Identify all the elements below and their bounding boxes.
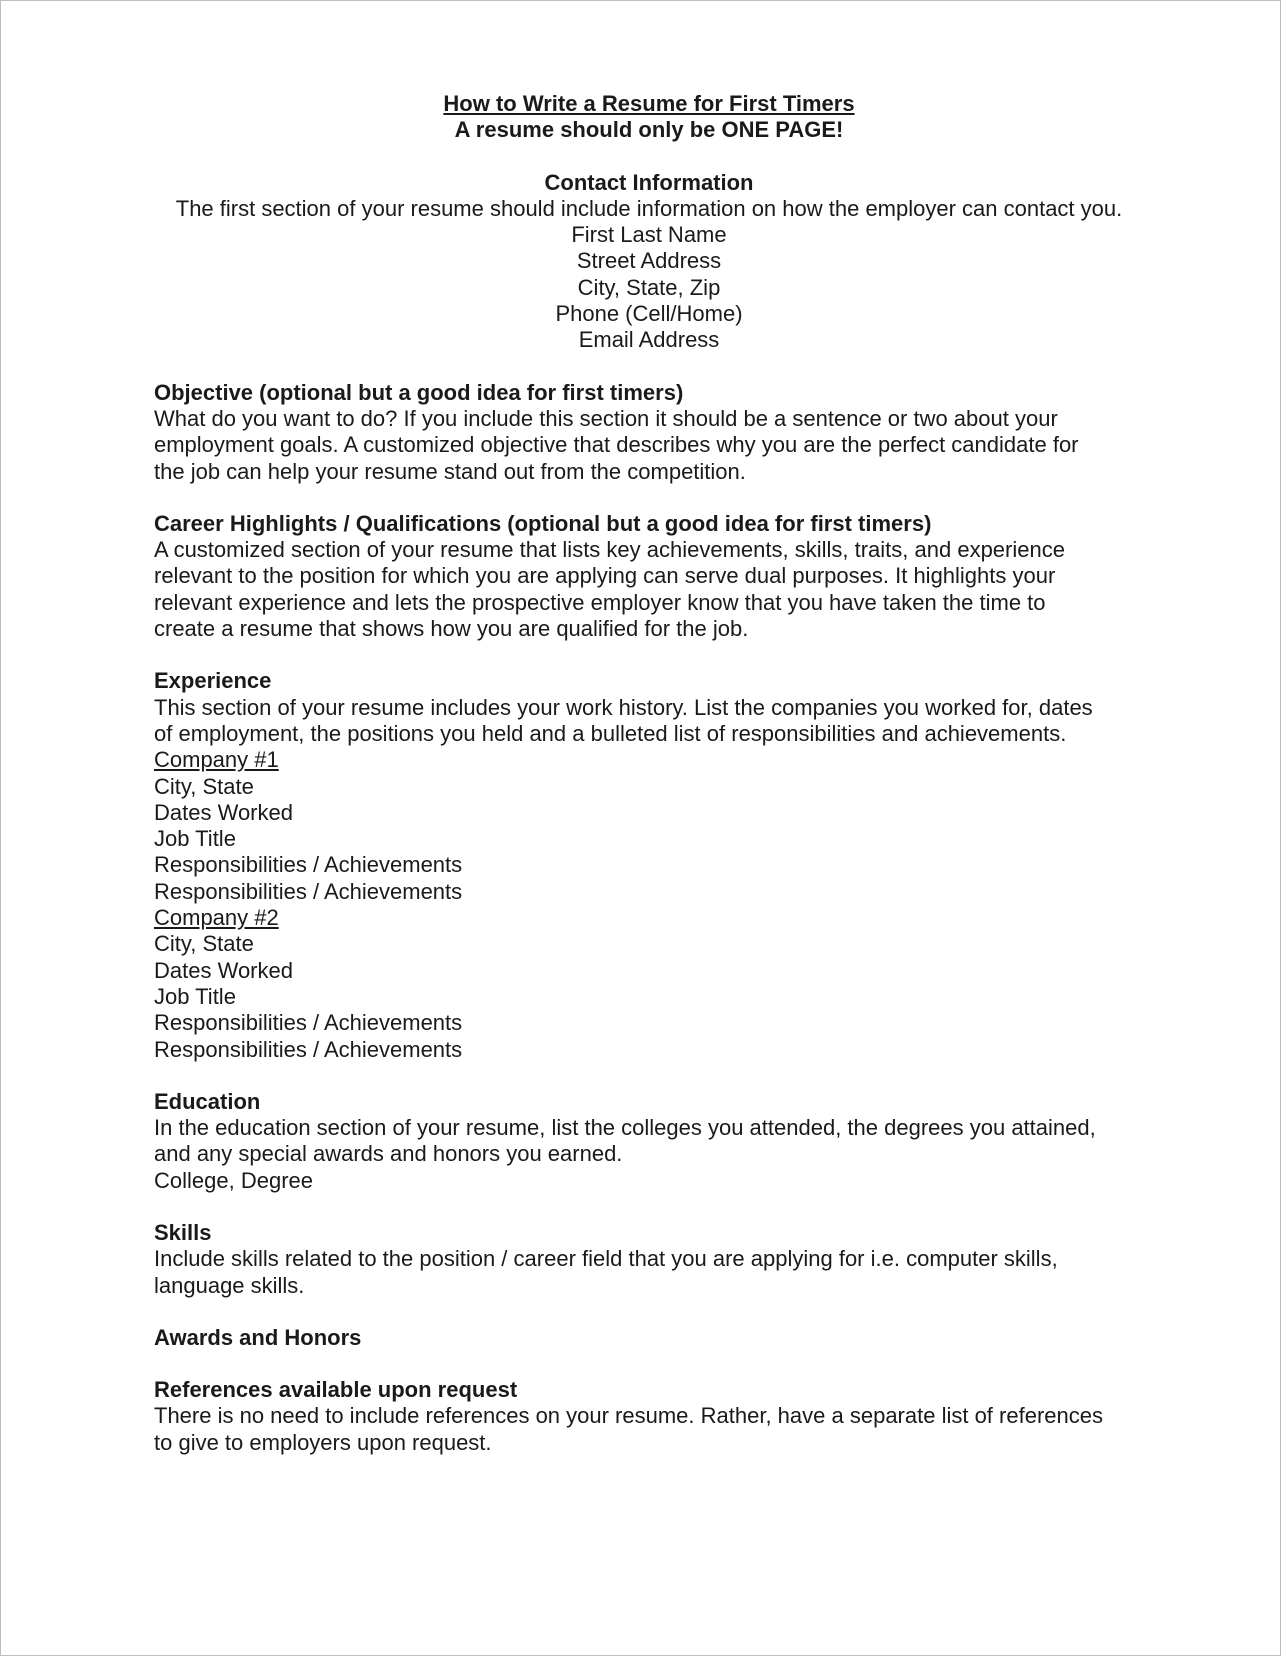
contact-line-city: City, State, Zip: [577, 274, 721, 300]
references-heading: References available upon request: [154, 1377, 518, 1403]
highlights-section: [154, 511, 1154, 642]
skills-heading: Skills: [154, 1219, 212, 1245]
company-name: Company #1: [154, 747, 279, 773]
education-heading: Education: [154, 1088, 261, 1114]
skills-section: [154, 1220, 1154, 1299]
company-location: City, State: [154, 931, 254, 957]
awards-section: [154, 1325, 1154, 1351]
highlights-line: relevant to the position for which you are applying can serve dual purposes. It highlights your: [154, 563, 1056, 589]
contact-line-street: Street Address: [576, 248, 722, 274]
skills-line: Include skills related to the position / career field that you are applying for i.e. computer skills,: [154, 1246, 1058, 1272]
company-job-title: Job Title: [154, 983, 236, 1009]
contact-section: [154, 170, 1144, 354]
contact-heading: Contact Information: [544, 169, 754, 195]
contact-line-email: Email Address: [578, 327, 720, 353]
company-job-title: Job Title: [154, 826, 236, 852]
experience-heading: Experience: [154, 668, 272, 694]
education-line: and any special awards and honors you earned.: [154, 1141, 623, 1167]
objective-line: the job can help your resume stand out from the competition.: [154, 458, 746, 484]
experience-line: of employment, the positions you held and a bulleted list of responsibilities and achievements.: [154, 720, 1067, 746]
education-example: College, Degree: [154, 1167, 313, 1193]
education-section: [154, 1089, 1154, 1194]
objective-line: employment goals. A customized objective that describes why you are the perfect candidate for: [154, 432, 1079, 458]
document-subtitle: A resume should only be ONE PAGE!: [454, 117, 844, 143]
company-item: Responsibilities / Achievements: [154, 1010, 463, 1036]
references-line: There is no need to include references on your resume. Rather, have a separate list of references: [154, 1403, 1103, 1429]
references-line: to give to employers upon request.: [154, 1429, 492, 1455]
experience-line: This section of your resume includes your work history. List the companies you worked for, dates: [154, 694, 1093, 720]
references-section: [154, 1377, 1154, 1456]
company-name: Company #2: [154, 905, 279, 931]
title-block: [154, 91, 1144, 144]
highlights-line: relevant experience and lets the prospective employer know that you have taken the time to: [154, 589, 1046, 615]
highlights-line: create a resume that shows how you are qualified for the job.: [154, 616, 749, 642]
document-content: [154, 91, 1154, 1456]
company-item: Responsibilities / Achievements: [154, 878, 463, 904]
objective-heading: Objective (optional but a good idea for first timers): [154, 379, 684, 405]
document-title: How to Write a Resume for First Timers: [443, 91, 855, 116]
education-line: In the education section of your resume, list the colleges you attended, the degrees you attained,: [154, 1115, 1096, 1141]
objective-section: [154, 380, 1154, 485]
contact-line-phone: Phone (Cell/Home): [555, 301, 743, 327]
company-item: Responsibilities / Achievements: [154, 1036, 463, 1062]
skills-line: language skills.: [154, 1272, 305, 1298]
company-dates: Dates Worked: [154, 799, 293, 825]
company-item: Responsibilities / Achievements: [154, 852, 463, 878]
highlights-line: A customized section of your resume that lists key achievements, skills, traits, and experience: [154, 537, 1065, 563]
highlights-heading: Career Highlights / Qualifications (optional but a good idea for first timers): [154, 510, 932, 536]
experience-section: [154, 668, 1154, 1062]
objective-line: What do you want to do? If you include this section it should be a sentence or two about your: [154, 405, 1058, 431]
contact-line-name: First Last Name: [571, 222, 727, 248]
company-dates: Dates Worked: [154, 957, 293, 983]
company-location: City, State: [154, 773, 254, 799]
contact-intro: The first section of your resume should include information on how the employer can contact you.: [175, 195, 1123, 221]
awards-heading: Awards and Honors: [154, 1324, 362, 1350]
